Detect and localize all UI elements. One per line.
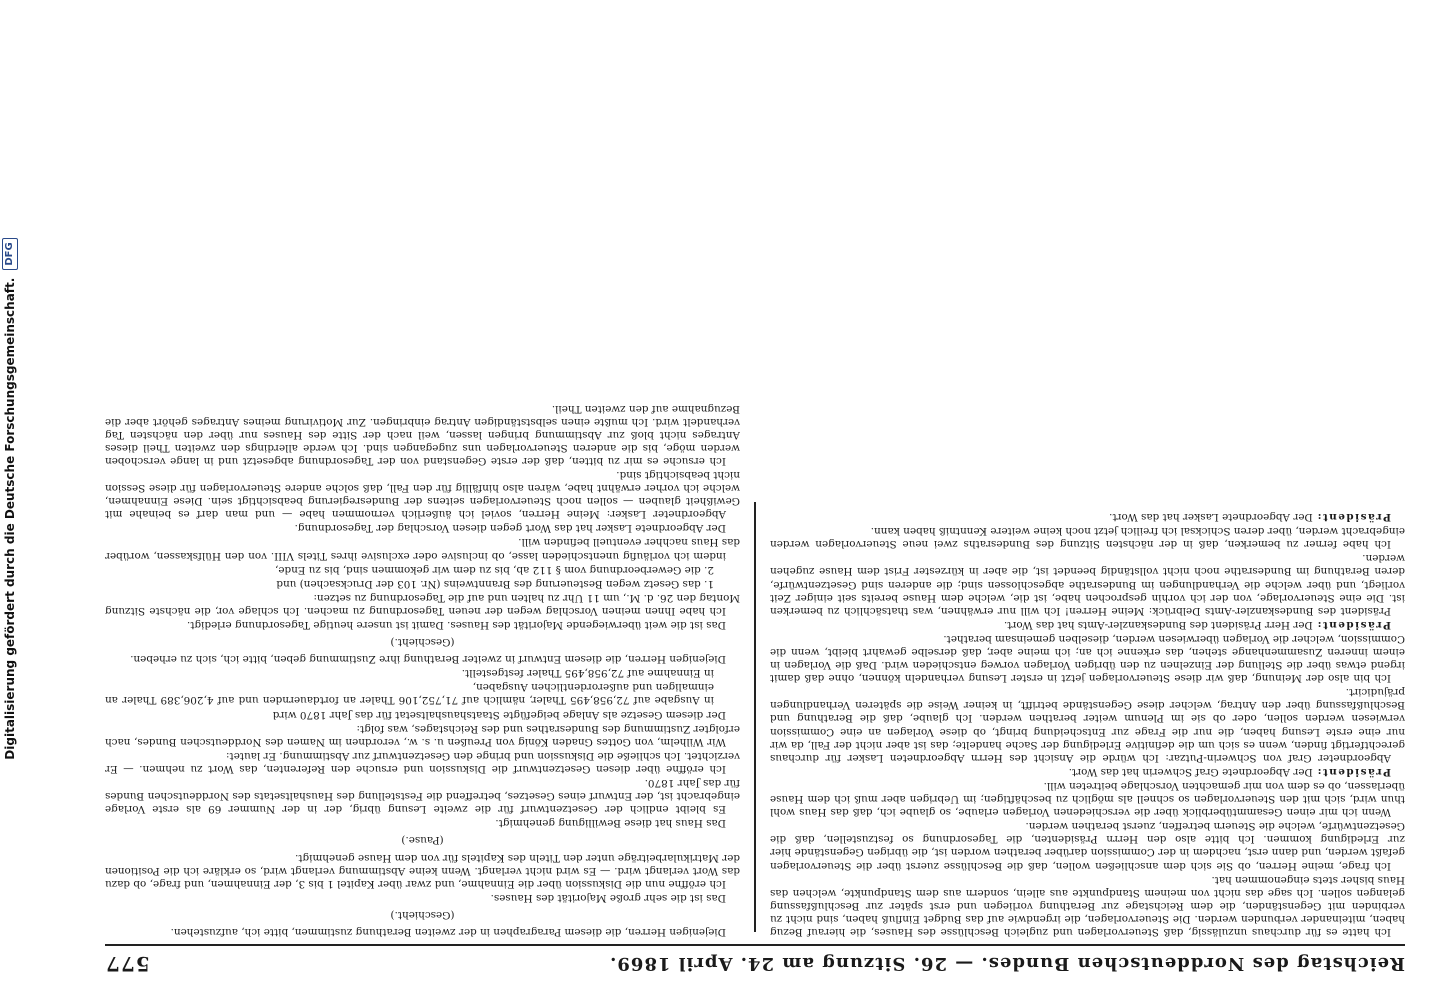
paragraph: Präsident des Bundeskanzler-Amts Delbrück: Meine Herren! Ich will nur erwähnen, was thatsächlich zu bemerken ist. Die eine Steuervorlage, von der ich vorhin gesprochen habe, ist die, welche dem Hause bereits seit einiger Zeit vorliegt, und über welche die Verhandlungen im Bundesrathe abgeschlossen sind; die anderen sind Gesetzentwürfe, deren Berathung im Bundesrathe noch nicht vollständig beendet ist, die aber in kürzester Frist dem Hause zugehen werden. [770, 552, 1405, 617]
speaker-name: Präsident: [1316, 511, 1391, 524]
paragraph: Ich hatte es für durchaus unzulässig, daß Steuervorlagen und zugleich Beschlüsse des Hauses, die hierauf Bezug haben, miteinander verbunden werden. Die Steuervorlagen, die irgendwie auf das Budget Einfluß haben, sind nicht zu verbinden mit Gegenständen, die dem Reichstage zur Berathung vorliegen und erst später zur Beschlußfassung gelangen sollen. Ich sage das nicht von meinem Standpunkte aus allein, sondern aus dem Standpunkte, welchen das Haus bisher stets eingenommen hat. [770, 873, 1405, 938]
credit-text: Digitalisierung gefördert durch die Deutsche Forschungsgemeinschaft. [3, 277, 17, 760]
speaker-text: Der Abgeordnete Lasker hat das Wort. [1109, 511, 1313, 524]
paragraph: Abgeordneter Lasker: Meine Herren, soviel ich äußerlich vernommen habe — und man darf es beinahe mit Gewißheit glauben — sollen noch Steuervorlagen seitens der Bundesregierung beabsichtigt sein. Diese Einnahmen, welche ich vorher erwähnt habe, wären also hinfällig für den Fall, daß solche andere Steuervorlagen für diese Session nicht beabsichtigt sind. [105, 469, 740, 521]
list-item: in Einnahme auf 72,958,495 Thaler festgestellt. [461, 667, 714, 680]
page-number: 577 [105, 952, 150, 976]
speaker-paragraph [770, 618, 1405, 631]
paragraph: Ich habe Ihnen meinen Vorschlag wegen der neuen Tagesordnung zu machen. Ich schlage vor, die nächste Sitzung Montag den 26. d. M., um 11 Uhr zu halten und auf die Tagesordnung zu setzen: [105, 591, 740, 617]
stage-direction: (Geschieht.) [390, 908, 455, 921]
paragraph: Ich eröffne über diesen Gesetzentwurf die Diskussion und ersuche den Referenten, das Wort zu nehmen. — Er verzichtet. Ich schließe die Diskussion und bringe den Gesetzentwurf zur Abstimmung. Er lautet: [105, 749, 740, 775]
paragraph: Wenn ich mir einen Gesammtüberblick über die verschiedenen Vorlagen erlaube, so glaube ich, daß das Haus wohl thun wird, sich mit den Steuervorlagen so schnell als möglich zu beschäftigen; im Uebrigen aber muß ich dem Hause überlassen, ob es dem von mir gemachten Vorschlage beitreten will. [770, 779, 1405, 819]
paragraph: Ich frage, meine Herren, ob Sie sich dem anschließen wollen, daß die Beschlüsse zuerst über die Steuervorlagen gefaßt werden, und dann erst, nachdem in der Commission darüber berathen worden ist, die übrigen Gegenstände hier zur Erledigung kommen. Ich bitte also den Herrn Präsidenten, die Tagesordnung so festzustellen, daß die Gesetzentwürfe, welche die Steuern betreffen, zuerst berathen werden. [770, 820, 1405, 872]
stage-direction: (Geschieht.) [390, 636, 455, 649]
speaker-paragraph [770, 510, 1405, 523]
speaker-text: Der Herr Präsident des Bundeskanzler-Amts hat das Wort. [1003, 618, 1313, 631]
sidebar [0, 0, 22, 1000]
list-item: 2. die Gewerbeordnung vom § 112 ab, bis zu dem wir gekommen sind, bis zu Ende, [275, 563, 714, 576]
column-divider [754, 502, 756, 932]
speaker-name: Präsident: [1316, 765, 1391, 778]
paragraph: Ich bin also der Meinung, daß wir diese Steuervorlagen jetzt in erster Lesung verhandeln können, ohne daß damit irgend etwas über die Stellung der Einzelnen zu den übrigen Vorlagen vorweg entschieden wird. Daß die Vorlagen in einem inneren Zusammenhange stehen, das erkenne ich an; ich meine aber, daß derselbe gewahrt bleibt, wenn die Commission, welcher die Vorlagen überwiesen werden, dieselben gemeinsam berathet. [770, 632, 1405, 685]
paragraph: indem ich vorläufig unentschieden lasse, ob inclusive oder exclusive ihres Titels VIII. von den Hülfskassen, worüber das Haus nachher eventuell befinden will. [105, 536, 740, 562]
paragraph: Abgeordneter Graf von Schwerin-Putzar: Ich würde die Ansicht des Herrn Abgeordneten Lasker für durchaus gerechtfertigt finden, wenn es sich um die definitive Erledigung der Sache handelte; das ist aber nicht der Fall, da wir nur eine erste Lesung haben, die nur die Frage zur Entscheidung bringt, ob diese Vorlagen an eine Commission verwiesen werden sollen, oder ob sie im Plenum weiter berathen werden. Ich glaube, daß die Berathung und Beschlußfassung über den Antrag, welcher diese Gegenstände betrifft, in keiner Weise die späteren Verhandlungen präjudicirt. [770, 686, 1405, 764]
paragraph: Ich eröffne nun die Diskussion über die Einnahme, und zwar über Kapitel 1 bis 3, der Einnahmen, und frage, ob dazu das Wort verlangt wird. — Es wird nicht verlangt. Wenn keine Abstimmung verlangt wird, so erkläre ich die Positionen der Matrikularbeiträge unter den Titeln des Kapitels für von dem Hause genehmigt. [105, 851, 740, 890]
right-column [105, 22, 740, 938]
list-item: in Ausgabe auf 72,958,495 Thaler, nämlich auf 71,752,106 Thaler an fortdauernden und auf 4,206,389 Thaler an einmaligen und außerordentlichen Ausgaben, [105, 681, 714, 707]
paragraph: Wir Wilhelm, von Gottes Gnaden König von Preußen u. s. w., verordnen im Namen des Norddeutschen Bundes, nach erfolgter Zustimmung des Bundesrathes und des Reichstages, was folgt: [105, 722, 740, 748]
paragraph: Diejenigen Herren, die diesem Entwurf in zweiter Berathung ihre Zustimmung geben, bitte ich, sich zu erheben. [130, 653, 726, 666]
dfg-logo-icon: DFG [2, 238, 18, 269]
header-title: Reichstag des Norddeutschen Bundes. — 26. Sitzung am 24. April 1869. [609, 953, 1405, 975]
digitization-credit [0, 19, 21, 979]
paragraph: Der Abgeordnete Lasker hat das Wort gegen diesen Vorschlag der Tagesordnung. [294, 522, 726, 535]
page-header [105, 944, 1405, 982]
paragraph: Der diesem Gesetze als Anlage beigefügte Staatshaushaltsetat für das Jahr 1870 wird [272, 708, 726, 721]
paragraph: Das ist die sehr große Majorität des Hauses. [490, 891, 726, 904]
paragraph: Ich ersuche es mir zu bitten, daß der erste Gegenstand von der Tagesordnung abgesetzt und in lange verschoben werden möge, bis die anderen Steuervorlagen uns zugegangen sind. Ich werde allerdings den zweiten Theil dieses Antrages nicht bloß zur Abstimmung bringen lassen, weil nach der Sitte des Hauses nur über den nächsten Tag verhandelt wird. Ich mußte einen selbstständigen Antrag einbringen. Zur Motivirung meines Antrages gehört aber die Bezugnahme auf den zweiten Theil. [105, 402, 740, 467]
column-container [105, 22, 1405, 938]
paragraph: Ich habe ferner zu bemerken, daß in der nächsten Sitzung des Bundesraths zwei neue Steuervorlagen werden eingebracht werden, über deren Schicksal ich freilich jetzt noch keine weitere Kenntniß haben kann. [770, 525, 1405, 551]
speaker-paragraph [770, 765, 1405, 778]
speaker-text: Der Abgeordnete Graf Schwerin hat das Wort. [1068, 765, 1313, 778]
document-page [95, 22, 1415, 982]
paragraph: Diejenigen Herren, die diesem Paragraphen in der zweiten Berathung zustimmen, bitte ich, aufzustehen. [170, 926, 726, 938]
speaker-name: Präsident: [1316, 618, 1391, 631]
list-item: 1. das Gesetz wegen Besteuerung des Branntweins (Nr. 103 der Drucksachen) und [276, 577, 714, 590]
left-column [770, 22, 1405, 938]
paragraph: Das Haus hat diese Bewilligung genehmigt. [495, 817, 726, 830]
paragraph: Das ist die weit überwiegende Majorität des Hauses. Damit ist unsere heutige Tagesordnung erledigt. [186, 619, 726, 632]
stage-direction: (Pause.) [401, 834, 444, 847]
paragraph: Es bleibt endlich der Gesetzentwurf für die zweite Lesung übrig, der in der Nummer 69 als erste Vorlage eingebracht ist, der Entwurf eines Gesetzes, betreffend die Feststellung des Haushaltsetats des Norddeutschen Bundes für das Jahr 1870. [105, 777, 740, 816]
